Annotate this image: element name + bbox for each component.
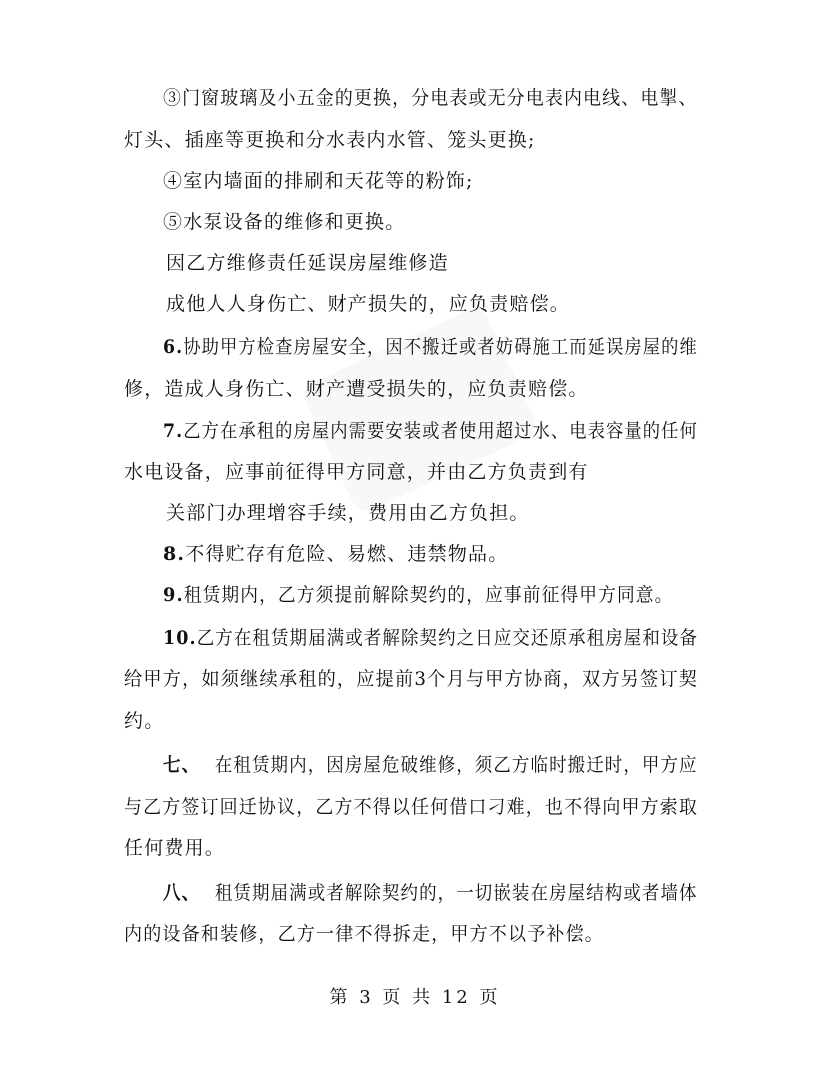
body-line (163, 168, 474, 194)
clause-number: 8. (163, 543, 186, 565)
line-text: 任何费用。 (124, 837, 226, 859)
section-number: 八、 (163, 882, 201, 904)
body-line (166, 250, 449, 276)
section-seven (163, 752, 698, 778)
clause-8 (163, 541, 508, 567)
body-line (124, 835, 225, 861)
body-line (124, 459, 589, 485)
line-text: 租赁期内，乙方须提前解除契约的，应事前征得甲方同意。 (183, 584, 674, 606)
line-text: 水电设备，应事前征得甲方同意，并由乙方负责到有 (124, 461, 589, 483)
line-text: 给甲方，如须继续承租的，应提前3个月与甲方协商，双方另签订契 (124, 668, 699, 690)
body-line (124, 666, 698, 692)
line-text: 成他人人身伤亡、财产损失的，应负责赔偿。 (166, 293, 571, 315)
line-text: 因乙方维修责任延误房屋维修造 (166, 252, 449, 274)
body-line (124, 708, 164, 734)
body-line (166, 291, 570, 317)
line-text: 关部门办理增容手续，费用由乙方负担。 (166, 502, 530, 524)
body-line (163, 209, 405, 235)
clause-7 (163, 418, 698, 444)
line-text: ③门窗玻璃及小五金的更换，分电表或无分电表内电线、电掣、 (163, 87, 698, 109)
line-text: 乙方在承租的房屋内需要安装或者使用超过水、电表容量的任何 (183, 420, 698, 442)
section-eight (163, 880, 698, 906)
line-text: 租赁期届满或者解除契约的，一切嵌装在房屋结构或者墙体 (214, 882, 698, 904)
clause-number: 6. (163, 336, 184, 358)
clause-number: 7. (163, 420, 184, 442)
section-number: 七、 (163, 754, 201, 776)
line-text: 修，造成人身伤亡、财产遭受损失的，应负责赔偿。 (124, 378, 589, 400)
line-text: ⑤水泵设备的维修和更换。 (163, 211, 406, 233)
line-text: 约。 (124, 710, 165, 732)
line-text: 在租赁期内，因房屋危破维修，须乙方临时搬迁时，甲方应 (214, 754, 698, 776)
body-line (124, 376, 589, 402)
line-text: 协助甲方检查房屋安全，因不搬迁或者妨碍施工而延误房屋的维 (183, 336, 698, 358)
body-line (124, 794, 698, 820)
body-line (166, 500, 530, 526)
line-text: 内的设备和装修，乙方一律不得拆走，甲方不以予补偿。 (124, 923, 605, 945)
clause-10 (163, 625, 698, 651)
line-text: 不得贮存有危险、易燃、违禁物品。 (185, 543, 509, 565)
body-line (124, 921, 604, 947)
clause-6 (163, 334, 698, 360)
clause-9 (163, 582, 673, 608)
line-text: 灯头、插座等更换和分水表内水管、笼头更换; (124, 129, 536, 151)
clause-number: 9. (163, 584, 184, 606)
line-text: 与乙方签订回迁协议，乙方不得以任何借口刁难，也不得向甲方索取 (124, 796, 699, 818)
watermark-stamp (300, 300, 540, 520)
body-line (163, 85, 698, 111)
body-line (124, 127, 536, 153)
line-text: ④室内墙面的排刷和天花等的粉饰; (163, 170, 474, 192)
clause-number: 10. (163, 627, 197, 649)
line-text: 乙方在租赁期届满或者解除契约之日应交还原承租房屋和设备 (196, 627, 699, 649)
page-footer: 第 3 页 共 12 页 (329, 987, 501, 1008)
